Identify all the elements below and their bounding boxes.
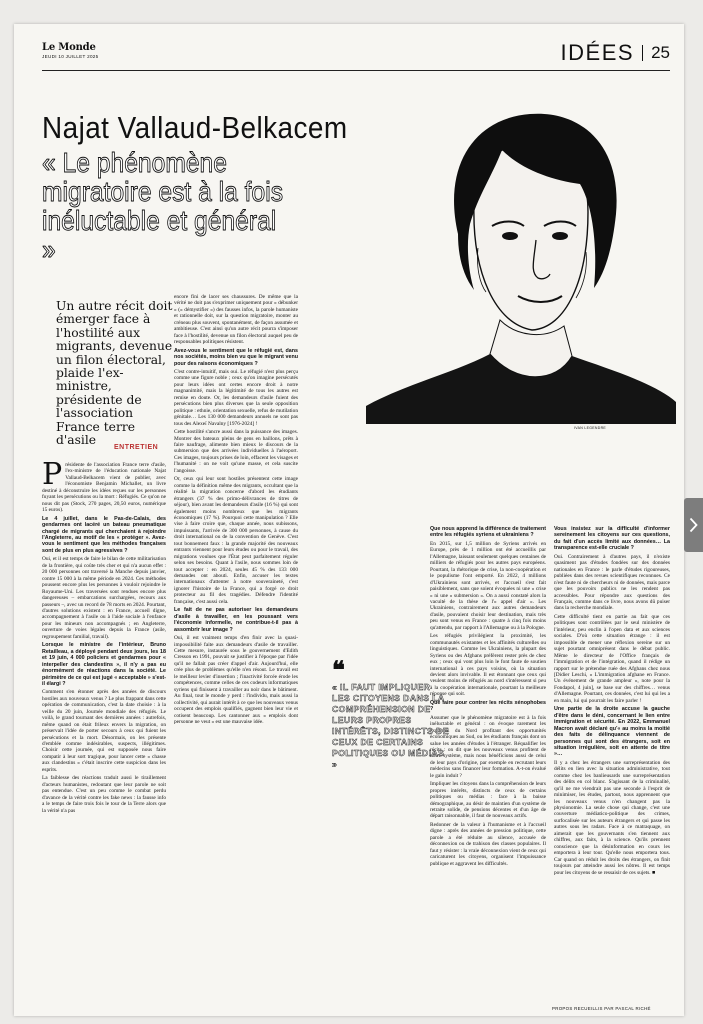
column-text [174, 294, 298, 725]
masthead [42, 42, 99, 59]
headline-quote: « Le phénomène migratoire est à la fois inéluctable et général » [42, 147, 284, 265]
interview-question: Lorsque le ministre de l'intérieur, Bruno Retailleau, a déployé pendant deux jours, les 18 et 19 juin, 4 000 policiers et gendarmes pour « interpeller des clandestins », il n'y a pas eu énormément de réactions dans la société. Le périmètre de ce qui est jugé « acceptable » s'est-il élargi ? [42, 642, 166, 687]
interview-question: Vous insistez sur la difficulté d'informer sereinement les citoyens sur ces questions, du fait d'un accès limité aux données… La transparence est-elle cruciale ? [554, 526, 670, 552]
interview-question: Une partie de la droite accuse la gauche d'être dans le déni, concernant le lien entre immigration et sécurité. En 2022, Emmanuel Macron avait déclaré qu'« au moins la moitié des faits de délinquance viennent de personnes qui sont des étrangers, soit en situation irrégulière, soit en attente de titre »… [554, 706, 670, 758]
interview-answer: La faiblesse des réactions traduit aussi le tiraillement d'acteurs humanistes, redoutant que leur parole ne soit pas entendue. C'est un peu comme le combat perdu d'avance de la vérité contre les fake news : la fausse info a le temps de faire trois fois le tour de la Terre alors que la vérité n'a pas [42, 775, 166, 814]
section-name: IDÉES [560, 40, 635, 65]
standfirst: Un autre récit doit émerger face à l'hostilité aux migrants, devenue un filon électoral, plaide l'ex-ministre, présidente de l'association France terre d'asile [56, 299, 173, 448]
page-number: 25 [651, 43, 670, 62]
publication-date: JEUDI 10 JUILLET 2025 [42, 54, 99, 59]
newspaper-logo: Le Monde [42, 42, 96, 53]
pull-quote-text: « IL FAUT IMPLIQUER LES CITOYENS DANS LA COMPRÉHENSION DE LEURS PROPRES INTÉRÊTS, DISTINCTS DE CEUX DE CERTAINS POLITIQUES OU MÉDIAS » [332, 682, 449, 769]
interview-answer: Impliquer les citoyens dans la compréhension de leurs propres intérêts, distincts de ceux de certains politiques ou médias : face à la baisse démographique, au désir de maintien d'un système de retraite solide, de pensions décentes et d'un âge de départ raisonnable, il faut de nouveaux actifs. [430, 781, 546, 820]
article-column-1 [42, 462, 166, 1016]
interview-answer: Cette difficulté tient en partie au fait que ces politiques sont contrôlées par le seul ministère de l'intérieur, peu enclin à l'open data et aux sciences sociales. D'où cette situation étrange : il est impossible de mener une réflexion sereine sur un sujet pourtant omniprésent dans le débat public. Même le directeur de l'Office français de l'immigration et de l'intégration, quand il rédige un rapport sur le prétendue ruée des Afghans chez nous [Didier Leschi, « L'immigration afghane en France. Un événement de grande ampleur », note pour la Fondapol, 4 juin], se base sur des chiffres… venus d'Allemagne. Pourtant, ces données, c'est lui qui les a en main, lui qui pourrait les faire parler ! [554, 613, 670, 704]
interview-question: Avez-vous le sentiment que le réfugié est, dans nos sociétés, moins bien vu que le migrant venu pour des raisons économiques ? [174, 347, 298, 367]
column-text [554, 526, 670, 876]
interview-answer: Assumer que le phénomène migratoire est à la fois inéluctable et général : on évoque rarement les expatriés du Nord profitant des opportunités économiques au Sud, ou les étudiants français dont on salue les années d'études à l'étranger. Réqualifier les récits : on dit que les nouveaux venus profitent de notre système, mais nous bénéficions aussi de celui de leur pays d'origine, par exemple en recrutant leurs médecins sans financer leur formation. A-t-on évalué le gain induit ? [430, 714, 546, 779]
interview-answer: En 2015, sur 1,5 million de Syriens arrivés en Europe, près de 1 million ont été accueillis par l'Allemagne, laissant seulement quelques centaines de milliers de réfugiés pour les autres pays européens. Pourtant, la rhétorique de crise, la non-coopération et le populisme l'ont emporté. En 2022, 4 millions d'Ukrainiens sont arrivés, et l'accueil s'est fait paisiblement, sans que soient évoquées ni une « crise » ni une « submersion ». On a aussi constaté alors la vacuité de la thèse de l'« appel d'air ». Les Ukrainiens, contrairement aux autres demandeurs d'asile, pouvaient choisir leur destination, mais très peu sont venus en France : quatre à cinq fois moins qu'attendu, par rapport à l'Allemagne ou à la Pologne. [430, 540, 546, 631]
illustration-credit: IVAN LEGENDRE [574, 426, 607, 430]
interview-question: Que nous apprend la différence de traitement entre les réfugiés syriens et ukrainiens ? [430, 526, 546, 539]
interview-question: Le fait de ne pas autoriser les demandeurs d'asile à travailler, en les poussant vers l'économie informelle, ne contribue-t-il pas à assombrir leur image ? [174, 607, 298, 633]
portrait-illustration [366, 84, 676, 424]
interview-answer: Redonner de la valeur à l'humanisme et à l'accueil digne : après des années de pression politique, cette parole a été réduite au silence, accusée de déconnexion ou de trahison des classes populaires. Il faut y résister : la vraie déconnexion vient de ceux qui caricaturent les citoyens, organisent l'impuissance publique et aggravent les difficultés. [430, 821, 546, 867]
interview-answer: Oui, et il est temps de faire le bilan de cette militarisation de la frontière, qui coûte très cher et qui n'a aucun effet : 20 000 personnes ont traversé la Manche depuis janvier, contre 15 000 à la même période en 2024. Ces méthodes poussent encore plus les personnes à vouloir rejoindre le Royaume-Uni. Les traversées sont rendues encore plus dangereuses – embarcations surchargées, recours aux passeurs –, avec un record de 78 morts en 2024. Pourtant, d'autres solutions existent : en France, accueil digne, accompagnement à l'asile ou à l'aide sociale à l'enfance pour les mineurs non accompagnés ; en Angleterre, ouverture de voies légales depuis la France (asile, regroupement familial, travail). [42, 556, 166, 640]
article-column-3 [430, 524, 546, 1016]
interview-answer: Les réfugiés privilégient la proximité, les communautés existantes et les affinités culturelles ou linguistiques. Comme les Ukrainiens, la plupart des Syriens ou des Afghans préfèrent rester près de chez eux ; ceux qui vont plus loin le font faute de soutien international à ces pays voisins, où la situation devient alors invivable. Il est étonnant que ceux qui veulent moins de réfugiés au nord s'intéressent si peu à la coopération internationale, pourtant la meilleure réponse qui soit. [430, 633, 546, 698]
column-text [42, 462, 166, 814]
newspaper-page [14, 24, 684, 1016]
interview-answer: encore fini de lacer ses chaussures. De même que la vérité ne doit pas s'exprimer uniquement pour « débunker » (« démystifier ») des fausses infos, la parole humaniste et rationnelle doit, sur la question migratoire, monter au créneau plus souvent, spontanément, de façon assumée et ambitieuse. C'est ainsi qu'un autre récit pourra s'imposer face à l'hostilité, devenue un filon électoral auquel peu de responsables politiques résistent. [174, 294, 298, 346]
interview-answer: Comment s'en étonner après des années de discours hostiles aux nouveaux venus ? Le plus frappant dans cette opération de communication, c'est la date choisie : à la veille du 20 juin, Journée mondiale des réfugiés. Le voilà, le grand tournant des dernières années : autrefois, même quand on était frileux envers la migration, on préservait l'idée de porter secours à ceux qui fuient les persécutions et la mort. Désormais, on les présente d'emblée comme indésirables, suspects, illégitimes. Choisir cette journée, qui est supposée nous faire compatir à leur sort tragique, pour lancer cette « chasse aux clandestins » c'était inscrire cette suspicion dans les esprits. [42, 689, 166, 773]
section-header [561, 40, 670, 66]
interview-answer: Cette hostilité s'ancre aussi dans la puissance des images. Montrer des bateaux pleins de gens en haillons, prêts à faire naufrage, alimente bien mieux le discours de la submersion que des arrivées individuelles à l'aéroport. Ces images, toujours prises de loin, effacent les visages et l'humanité : on ne voit qu'une masse, et cela suscite l'angoisse. [174, 429, 298, 474]
interview-question: Le 4 juillet, dans le Pas-de-Calais, des gendarmes ont lacéré un bateau pneumatique chargé de migrants qui cherchaient à rejoindre l'Angleterre, au motif de les « protéger ». Avez-vous le sentiment que les méthodes françaises sont de plus en plus agressives ? [42, 515, 166, 554]
chevron-right-icon [689, 517, 698, 533]
interview-answer: Oui. Contrairement à d'autres pays, il n'existe quasiment pas d'études fondées sur des données nationales en France : le parle d'études rigoureuses, publiées dans des revues scientifiques reconnues. Ce n'est faute ni de chercheurs ni de données, mais parce que les pouvoirs publics ne les rendent pas accessibles. Pour répondre aux questions des Français, comme dans ce livre, nous avons dû puiser dans la recherche mondiale. [554, 553, 670, 612]
quote-mark-icon: ❝ [332, 657, 345, 684]
interview-answer: Il y a chez les étrangers une surreprésentation des délits en lien avec la situation administrative, tout comme chez les banlieusards une surreprésentation des délits en col blanc. S'agissant de la criminalité, qu'il ne me viendrait pas une seconde à l'esprit de minimiser, les études, partout, nous apprennent que les nouveaux venus n'en changent pas la physionomie. La seule chose qui change, c'est une couverture médiatico-politique des crimes, surfocalisée sur les auteurs étrangers et qui passe les autres sous les radars. Face à ce matraquage, on aimerait que les gouvernants s'en tiennent aux chiffres, aux faits, à la science. Qu'ils prennent conscience que la désinformation en cours les emportera à leur tour. Qu'elle nous emportera tous. Car quand on réduit les droits des étrangers, on finit toujours par atteindre aussi les nôtres. Il est temps pour les citoyens de se ressaisir de ces sujets. ■ [554, 759, 670, 876]
interview-answer: résidente de l'association France terre d'asile, l'ex-ministre de l'éducation nationale Najat Vallaud-Belkacem vient de publier, avec l'économiste Benjamin Michallet, un livre destiné à déconstruire les idées reçues sur les personnes fuyant les persécutions ou la mort : Réfugiés. Ce qu'on ne nous dit pas (Stock, 270 pages, 20,50 euros, numérique 15 euros). [42, 462, 166, 514]
dropcap: P [42, 462, 63, 492]
pull-quote [332, 657, 450, 770]
interview-answer: Or, ceux qui leur sont hostiles présentent cette image comme la définition même des migrants, occultant que la réalité la migration concerne d'abord les étudiants étrangers (37 % des primo-délivrances de titres de séjour), bien avant les demandeurs d'asile (16 %) qui sont également moins nombreux que les migrants économiques (17 %). Pourquoi cette manipulation ? Elle vise à faire croire que, chaque année, nous subissons, impuissants, l'arrivée de 300 000 personnes, à cause du droit international ou de la convention de Genève. C'est tout bonnement faux : la grande majorité des nouveaux entrants viennent pour leurs études ou pour le travail, des migrations voulues que l'État peut parfaitement réguler selon ses besoins. Quant à l'asile, nous sommes loin de tout accepter : en 2024, seules 45 % des 133 000 demandes ont abouti. Enfin, accuser les textes internationaux d'attenter à notre souveraineté, c'est ignorer l'histoire de la France, qui a forgé ce droit protecteur au fil des tragédies. Défendre l'identité française, c'est aussi cela. [174, 476, 298, 605]
article-column-2 [174, 294, 298, 1016]
kicker-label: ENTRETIEN [114, 444, 159, 451]
interview-answer: Oui, il est vraiment temps d'en finir avec la quasi-impossibilité faite aux demandeurs d'asile de travailler. Cette mesure, instaurée sous le gouvernement d'Edith Cresson en 1991, pouvait se justifier à l'époque par l'idée qu'il ne fallait pas créer d'appel d'air. Aujourd'hui, elle crée plus de problèmes qu'elle n'en résout. Le travail est le meilleur levier d'insertion ; l'inactivité forcée érode les compétences, comme celles de ces codeurs informatiques syriens qui finissent à travailler au noir dans le bâtiment. Au final, tout le monde y perd : l'individu, mais aussi la collectivité, qui aurait intérêt à ce que les nouveaux venus occupent des emplois qualifiés, gagnent bien leur vie et cotisent beaucoup. Les cantonner aux « emplois dont personne ne veut » est une mauvaise idée. [174, 635, 298, 725]
article-column-4 [554, 524, 670, 1006]
byline-signature: PROPOS RECUEILLIS PAR PASCAL RICHÉ [552, 1006, 651, 1011]
interview-answer: C'est contre-intuitif, mais oui. Le réfugié n'est plus perçu comme une figure noble ; ceux qu'on imagine persécutés pour leurs idées ont certes encore droit à notre magnanimité, mais la légitimité de tous les autres est remise en doute. Or, les demandeurs d'asile fuient des persécutions bien plus diverses que la seule opposition politique : ethnie, orientation sexuelle, refus de mutilation génitale… Les 130 000 demandeurs annuels ne sont pas tous des Alexeï Navalny [1976-2024] ! [174, 368, 298, 427]
section-divider [642, 45, 643, 61]
header-rule [42, 70, 670, 71]
next-page-button[interactable] [684, 498, 703, 552]
headline-name: Najat Vallaud-Belkacem [42, 110, 348, 145]
interview-question: Que faire pour contrer les récits xénophobes ? [430, 699, 546, 713]
